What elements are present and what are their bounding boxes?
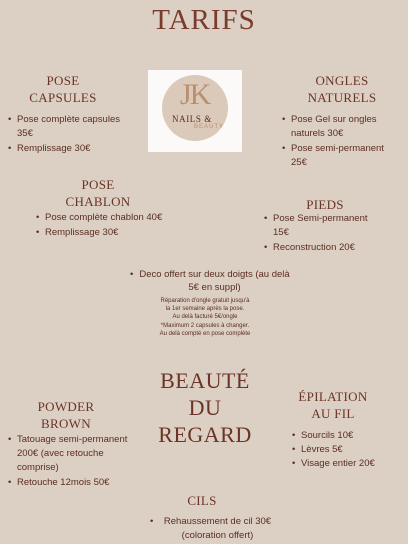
list-item: • Tatouage semi-permanent 200€ (avec retouche comprise): [8, 433, 132, 475]
list-item: • Retouche 12mois 50€: [8, 476, 132, 490]
brand-logo: [148, 70, 242, 152]
pieds-list: [264, 212, 384, 255]
beaute-du-regard-heading: BEAUTÉ DU REGARD: [158, 368, 252, 447]
pose-chablon-list: [36, 211, 166, 240]
list-item: • Pose Semi-permanent 15€: [264, 212, 384, 240]
deco-list: [130, 268, 290, 294]
list-item: • Reconstruction 20€: [264, 241, 384, 255]
epilation-heading: ÉPILATION AU FIL: [298, 389, 368, 421]
list-item: • Pose Gel sur ongles naturels 30€: [282, 113, 400, 141]
list-item: • Remplissage 30€: [8, 142, 138, 156]
repair-note: Réparation d'ongle gratuit jusqu'à la 1er semaine après la pose. Au delà facturé 5€/ongle *Maximum 2 capsules à changer. Au delà compté en pose complète: [159, 298, 251, 337]
logo-letters: JK: [180, 78, 210, 111]
pose-chablon-heading: POSE CHABLON: [65, 177, 131, 209]
logo-line2: BEAUTY: [194, 124, 225, 130]
cils-heading: CILS: [187, 493, 217, 508]
pose-capsules-list: [8, 113, 138, 156]
ongles-naturels-heading: ONGLES NATURELS: [307, 73, 377, 105]
ongles-naturels-list: [282, 113, 400, 170]
list-item: • Sourcils 10€: [292, 429, 392, 443]
list-item: • Rehaussement de cil 30€ (coloration offert): [150, 515, 276, 543]
epilation-list: [292, 429, 392, 471]
page-title: TARIFS: [152, 4, 256, 36]
powder-brown-list: [8, 433, 132, 490]
deco-item: • Deco offert sur deux doigts (au delà 5€ en suppl): [130, 268, 290, 294]
list-item: • Pose complète chablon 40€: [36, 211, 166, 225]
cils-list: [150, 515, 276, 543]
logo-line1: NAILS &: [172, 114, 212, 124]
list-item: • Pose semi-permanent 25€: [282, 142, 400, 170]
powder-brown-heading: POWDER BROWN: [37, 399, 95, 431]
list-item: • Pose complète capsules 35€: [8, 113, 138, 141]
list-item: • Lèvres 5€: [292, 443, 392, 457]
list-item: • Remplissage 30€: [36, 226, 166, 240]
pieds-heading: PIEDS: [306, 197, 344, 212]
pose-capsules-heading: POSE CAPSULES: [29, 73, 97, 105]
list-item: • Visage entier 20€: [292, 457, 392, 471]
